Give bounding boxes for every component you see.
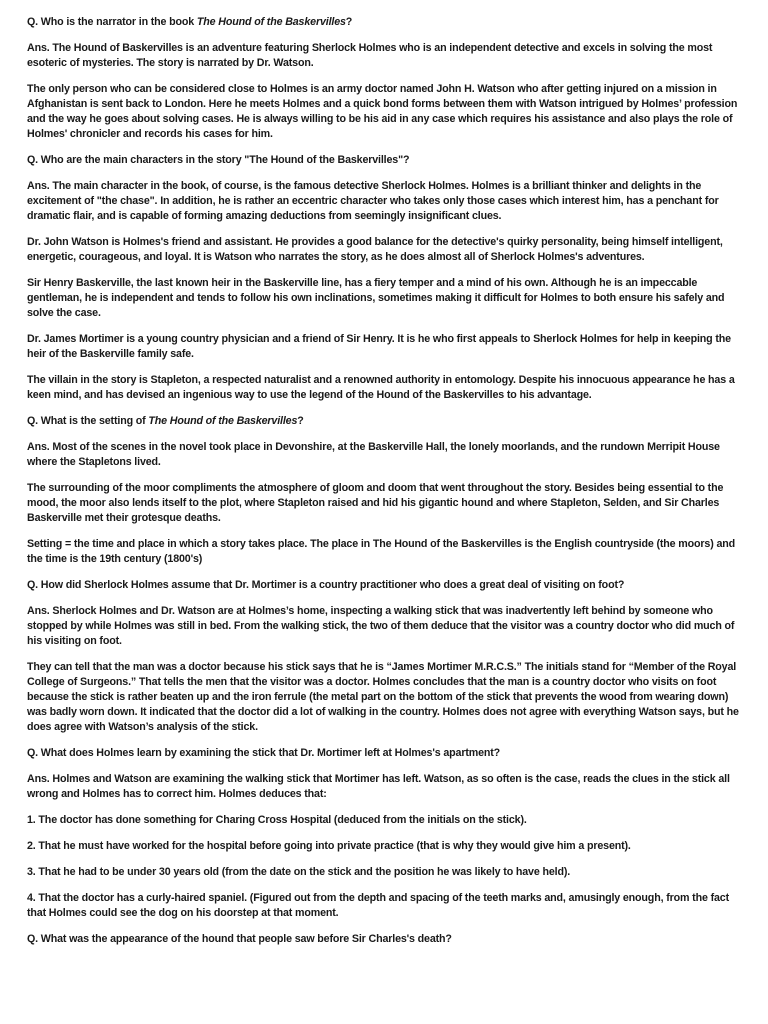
paragraph-text: The only person who can be considered close to Holmes is an army doctor named John H. Watson who after getting injured on a mission in Afghanistan is sent back to London. Here he meets Holmes and a quick bond forms between them with Watson intrigued by Holmes’ profession and the way he goes about solving cases. He is always willing to be his aid in any case which requires his assistance and also plays the role of Holmes' chronicler and records his cases for him. [27,83,738,140]
answer-paragraph [27,537,748,567]
question-paragraph [27,414,748,429]
paragraph-text: Dr. John Watson is Holmes's friend and assistant. He provides a good balance for the detective's quirky personality, being himself intelligent, energetic, courageous, and loyal. It is Watson who narrates the story, as he does almost all of Sherlock Holmes's adventures. [27,236,723,263]
paragraph-text: Dr. James Mortimer is a young country physician and a friend of Sir Henry. It is he who first appeals to Sherlock Holmes for help in keeping the heir of the Baskerville family safe. [27,333,731,360]
document-body [27,15,748,947]
paragraph-text: Ans. The Hound of Baskervilles is an adventure featuring Sherlock Holmes who is an independent detective and excels in solving the most esoteric of mysteries. The story is narrated by Dr. Watson. [27,42,713,69]
paragraph-text: Q. What is the setting of [27,415,149,427]
paragraph-text: Ans. Holmes and Watson are examining the walking stick that Mortimer has left. Watson, as so often is the case, reads the clues in the stick all wrong and Holmes has to correct him. Holmes deduces that: [27,773,730,800]
answer-paragraph [27,440,748,470]
paragraph-text: The surrounding of the moor compliments the atmosphere of gloom and doom that went throughout the story. Besides being essential to the mood, the moor also lends itself to the plot, where Stapleton raised and hid his gigantic hound and where Stapleton, Selden, and Sir Charles Baskerville met their grotesque deaths. [27,482,724,524]
paragraph-text: Q. How did Sherlock Holmes assume that Dr. Mortimer is a country practitioner who does a great deal of visiting on foot? [27,579,625,591]
question-paragraph [27,746,748,761]
paragraph-text: Ans. Sherlock Holmes and Dr. Watson are at Holmes’s home, inspecting a walking stick that was inadvertently left behind by someone who stopped by while Holmes was still in bed. From the walking stick, the two of them deduce that the visitor was a country doctor who did much of his visiting on foot. [27,605,735,647]
answer-paragraph [27,660,748,735]
paragraph-text: Q. Who are the main characters in the story "The Hound of the Baskervilles"? [27,154,410,166]
paragraph-text: ? [345,16,353,28]
paragraph-text: ? [297,415,304,427]
question-paragraph [27,578,748,593]
answer-paragraph [27,891,748,921]
answer-paragraph [27,235,748,265]
book-title-italic: The Hound of the Baskervilles [148,415,298,427]
paragraph-text: 3. That he had to be under 30 years old (from the date on the stick and the position he was likely to have held). [27,866,571,878]
paragraph-text: They can tell that the man was a doctor because his stick says that he is “James Mortimer M.R.C.S.” The initials stand for “Member of the Royal College of Surgeons.” That tells the men that the visitor was a doctor. Holmes concludes that the man is a country doctor who visits on foot because the stick is rather beaten up and the iron ferrule (the metal part on the bottom of the stick that prevents the wood from wearing down) was badly worn down. It indicated that the doctor did a lot of walking in the country. Holmes does not agree with everything Watson says, but he does agree with Watson’s analysis of the stick. [27,661,739,733]
paragraph-text: 1. The doctor has done something for Charing Cross Hospital (deduced from the initials on the stick). [27,814,527,826]
answer-paragraph [27,332,748,362]
paragraph-text: Ans. The main character in the book, of course, is the famous detective Sherlock Holmes. Holmes is a brilliant thinker and delights in the excitement of "the chase". In addition, he is rather an eccentric character who takes only those cases which interest him, has a penchant for dramatic flair, and is capable of forming amazing deductions from seemingly insignificant clues. [27,180,719,222]
answer-paragraph [27,41,748,71]
answer-paragraph [27,373,748,403]
answer-paragraph [27,813,748,828]
answer-paragraph [27,865,748,880]
paragraph-text: Setting = the time and place in which a story takes place. The place in The Hound of the Baskervilles is the English countryside (the moors) and the time is the 19th century (1800's) [27,538,735,565]
paragraph-text: Sir Henry Baskerville, the last known heir in the Baskerville line, has a fiery temper and a mind of his own. Although he is an impeccable gentleman, he is independent and tends to follow his own inclinations, sometimes making it difficult for Holmes to both ensure his safely and solve the case. [27,277,725,319]
paragraph-text: The villain in the story is Stapleton, a respected naturalist and a renowned authority in entomology. Despite his innocuous appearance he has a keen mind, and has devised an ingenious way to use the legend of the Hound of the Baskervilles to his advantage. [27,374,735,401]
paragraph-text: Ans. Most of the scenes in the novel took place in Devonshire, at the Baskerville Hall, the lonely moorlands, and the rundown Merripit House where the Stapletons lived. [27,441,720,468]
paragraph-text: 2. That he must have worked for the hospital before going into private practice (that is why they would give him a present). [27,840,631,852]
answer-paragraph [27,82,748,142]
answer-paragraph [27,839,748,854]
answer-paragraph [27,179,748,224]
answer-paragraph [27,772,748,802]
answer-paragraph [27,276,748,321]
question-paragraph [27,932,748,947]
paragraph-text: Q. What was the appearance of the hound that people saw before Sir Charles's death? [27,933,452,945]
paragraph-text: 4. That the doctor has a curly-haired spaniel. (Figured out from the depth and spacing of the teeth marks and, amusingly enough, from the fact that Holmes could see the dog on his doorstep at that moment. [27,892,729,919]
question-paragraph [27,15,748,30]
answer-paragraph [27,481,748,526]
paragraph-text: Q. Who is the narrator in the book [27,16,197,28]
book-title-italic: The Hound of the Baskervilles [196,16,346,28]
answer-paragraph [27,604,748,649]
paragraph-text: Q. What does Holmes learn by examining the stick that Dr. Mortimer left at Holmes's apartment? [27,747,501,759]
question-paragraph [27,153,748,168]
